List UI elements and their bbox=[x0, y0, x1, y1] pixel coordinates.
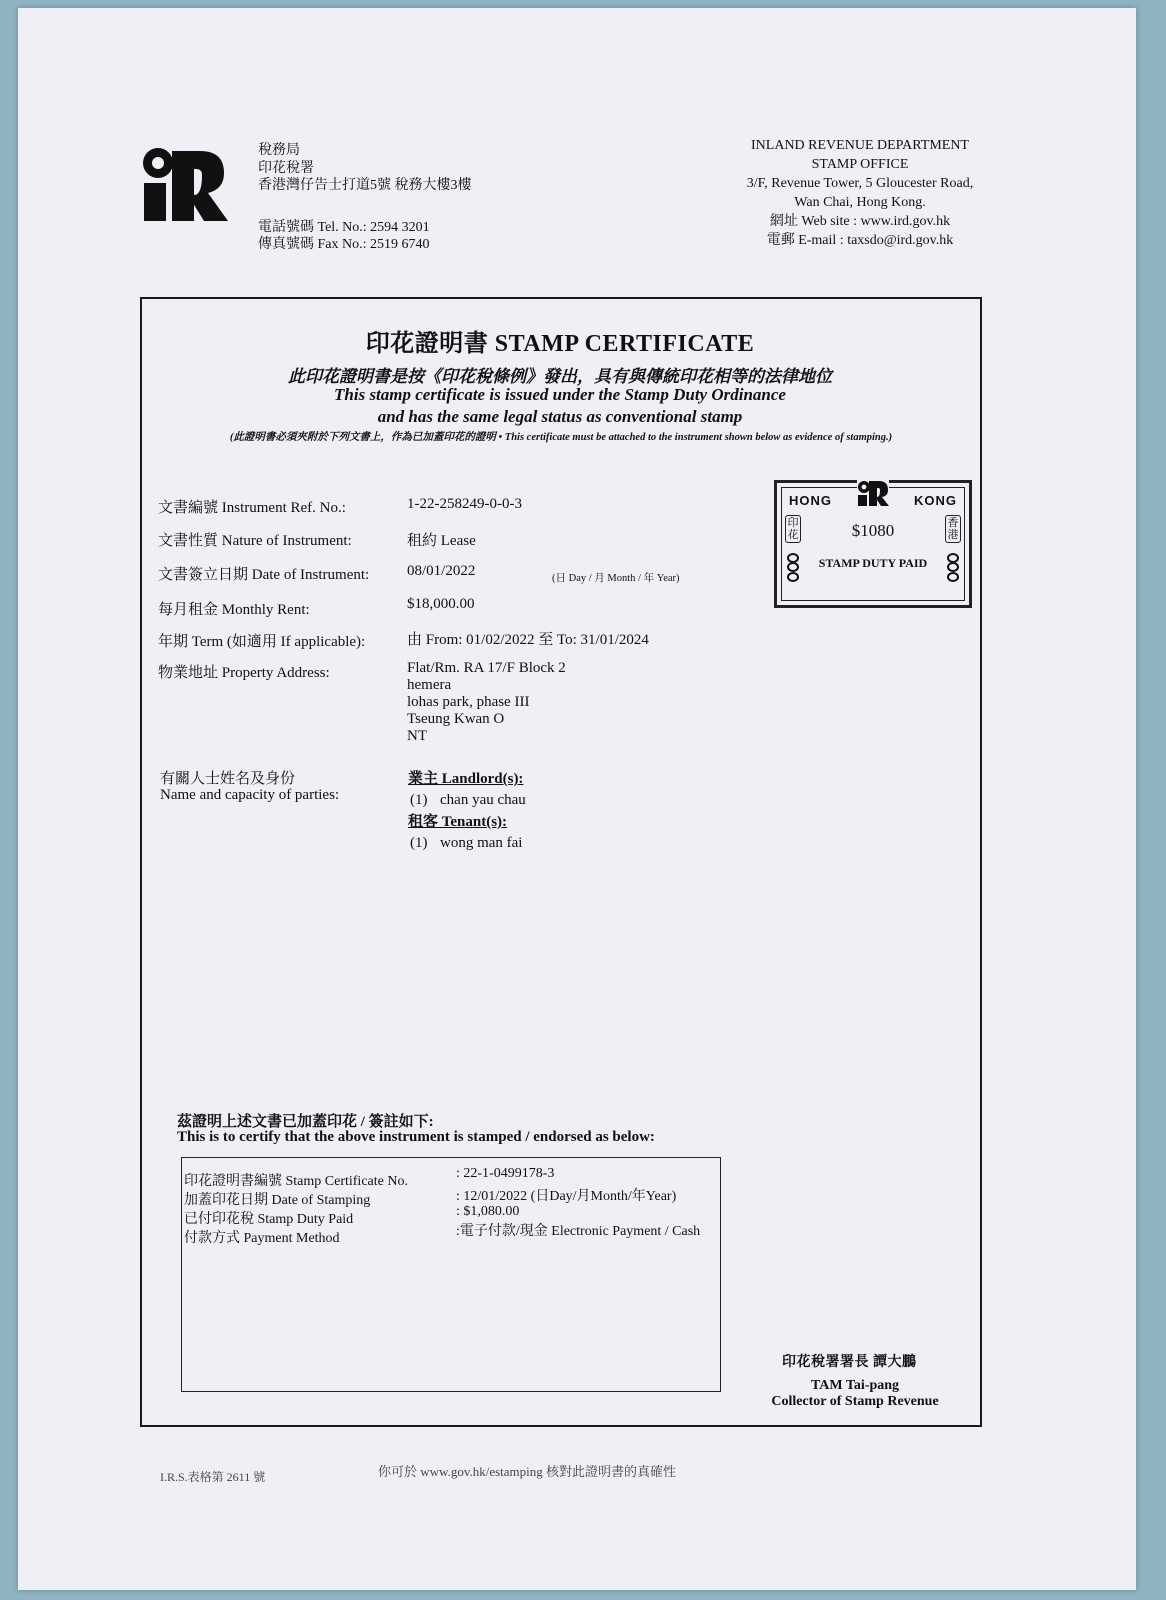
payment-method-value: :電子付款/現金 Electronic Payment / Cash bbox=[456, 1224, 701, 1239]
date-format-hint: (日 Day / 月 Month / 年 Year) bbox=[552, 573, 680, 584]
office-name-en: STAMP OFFICE bbox=[811, 157, 909, 172]
dept-name-en: INLAND REVENUE DEPARTMENT bbox=[751, 138, 969, 153]
letterhead-right bbox=[690, 136, 1030, 250]
parties-label-cn: 有關人士姓名及身份 bbox=[160, 771, 296, 787]
tenant-item bbox=[410, 835, 522, 852]
parties-label bbox=[160, 771, 339, 803]
collector-title: Collector of Stamp Revenue bbox=[771, 1394, 939, 1409]
ird-logo bbox=[142, 143, 228, 223]
seal-side-right: 香港 bbox=[945, 515, 961, 543]
rent-value: $18,000.00 bbox=[407, 596, 475, 612]
tel-number: 電話號碼 Tel. No.: 2594 3201 bbox=[258, 219, 430, 235]
tenant-name: wong man fai bbox=[440, 835, 523, 851]
legal-statement-cn: 此印花證明書是按《印花稅條例》發出，具有與傳統印花相等的法律地位 bbox=[288, 367, 832, 386]
term-label: 年期 Term (如適用 If applicable): bbox=[158, 634, 366, 650]
verification-note: 你可於 www.gov.hk/estamping 核對此證明書的真確性 bbox=[378, 1464, 677, 1479]
tenant-number: (1) bbox=[410, 835, 428, 851]
date-label: 文書簽立日期 Date of Instrument: bbox=[158, 567, 370, 583]
landlord-number: (1) bbox=[410, 792, 428, 808]
seal-kong: KONG bbox=[914, 493, 957, 508]
nature-label: 文書性質 Nature of Instrument: bbox=[158, 533, 352, 549]
certify-line-en: This is to certify that the above instrument is stamped / endorsed as below: bbox=[177, 1129, 655, 1145]
address-line: Flat/Rm. RA 17/F Block 2 bbox=[407, 660, 566, 676]
dept-name-cn: 稅務局 bbox=[258, 143, 300, 158]
attachment-note: (此證明書必須夾附於下列文書上，作為已加蓋印花的證明 • This certificate must be attached to the instrument shown below as evidence of stamping.) bbox=[229, 432, 893, 443]
certificate-title: 印花證明書 STAMP CERTIFICATE bbox=[365, 331, 755, 357]
seal-hong: HONG bbox=[789, 493, 832, 508]
property-address bbox=[407, 660, 566, 745]
legal-statement-en-2: and has the same legal status as conventional stamp bbox=[377, 407, 743, 426]
duty-paid-label: 已付印花稅 Stamp Duty Paid bbox=[184, 1212, 354, 1227]
tenant-heading: 租客 Tenant(s): bbox=[408, 814, 508, 830]
seal-side-left: 印花 bbox=[785, 515, 801, 543]
seal-amount: $1080 bbox=[851, 521, 895, 540]
term-value: 由 From: 01/02/2022 至 To: 31/01/2024 bbox=[407, 632, 649, 648]
legal-statement-en-1: This stamp certificate is issued under the Stamp Duty Ordinance bbox=[334, 385, 786, 404]
landlord-item bbox=[410, 792, 526, 809]
fax-number: 傳真號碼 Fax No.: 2519 6740 bbox=[258, 237, 430, 252]
stamp-duty-seal bbox=[774, 480, 972, 608]
address-en-2: Wan Chai, Hong Kong. bbox=[794, 195, 926, 210]
email: 電郵 E-mail : taxsdo@ird.gov.hk bbox=[766, 233, 954, 248]
collector-signature-block bbox=[760, 1378, 950, 1410]
form-number: I.R.S.表格第 2611 號 bbox=[160, 1470, 266, 1484]
address-line: Tseung Kwan O bbox=[407, 711, 505, 727]
stamp-date-value: : 12/01/2022 (日Day/月Month/年Year) bbox=[456, 1189, 677, 1204]
nature-value: 租約 Lease bbox=[407, 533, 476, 549]
duty-paid-value: : $1,080.00 bbox=[456, 1204, 520, 1219]
parties-label-en: Name and capacity of parties: bbox=[160, 787, 340, 803]
date-value: 08/01/2022 bbox=[407, 563, 476, 579]
address-line: hemera bbox=[407, 677, 452, 693]
collector-name: TAM Tai-pang bbox=[810, 1378, 900, 1393]
ref-value: 1-22-258249-0-0-3 bbox=[407, 496, 522, 512]
certify-line-cn: 茲證明上述文書已加蓋印花 / 簽註如下: bbox=[177, 1114, 434, 1130]
seal-paid-text: STAMP DUTY PAID bbox=[818, 556, 928, 570]
collector-title-cn: 印花稅署署長 譚大鵬 bbox=[782, 1355, 917, 1370]
address-line: lohas park, phase III bbox=[407, 694, 530, 710]
stamp-date-label: 加蓋印花日期 Date of Stamping bbox=[184, 1193, 371, 1208]
cert-no-label: 印花證明書編號 Stamp Certificate No. bbox=[184, 1174, 408, 1189]
office-name-cn: 印花稅署 bbox=[258, 160, 314, 176]
seal-ird-logo bbox=[857, 479, 889, 507]
cert-no-value: : 22-1-0499178-3 bbox=[456, 1166, 555, 1181]
landlord-name: chan yau chau bbox=[440, 792, 526, 808]
address-cn: 香港灣仔告士打道5號 稅務大樓3樓 bbox=[258, 178, 472, 193]
address-label: 物業地址 Property Address: bbox=[158, 665, 330, 681]
address-line: NT bbox=[407, 728, 427, 744]
rent-label: 每月租金 Monthly Rent: bbox=[158, 602, 310, 618]
address-en-1: 3/F, Revenue Tower, 5 Gloucester Road, bbox=[746, 176, 974, 191]
website: 網址 Web site : www.ird.gov.hk bbox=[769, 214, 951, 229]
ref-label: 文書編號 Instrument Ref. No.: bbox=[158, 500, 346, 516]
letterhead-left bbox=[258, 142, 472, 254]
landlord-heading: 業主 Landlord(s): bbox=[408, 771, 524, 787]
payment-method-label: 付款方式 Payment Method bbox=[184, 1231, 340, 1246]
